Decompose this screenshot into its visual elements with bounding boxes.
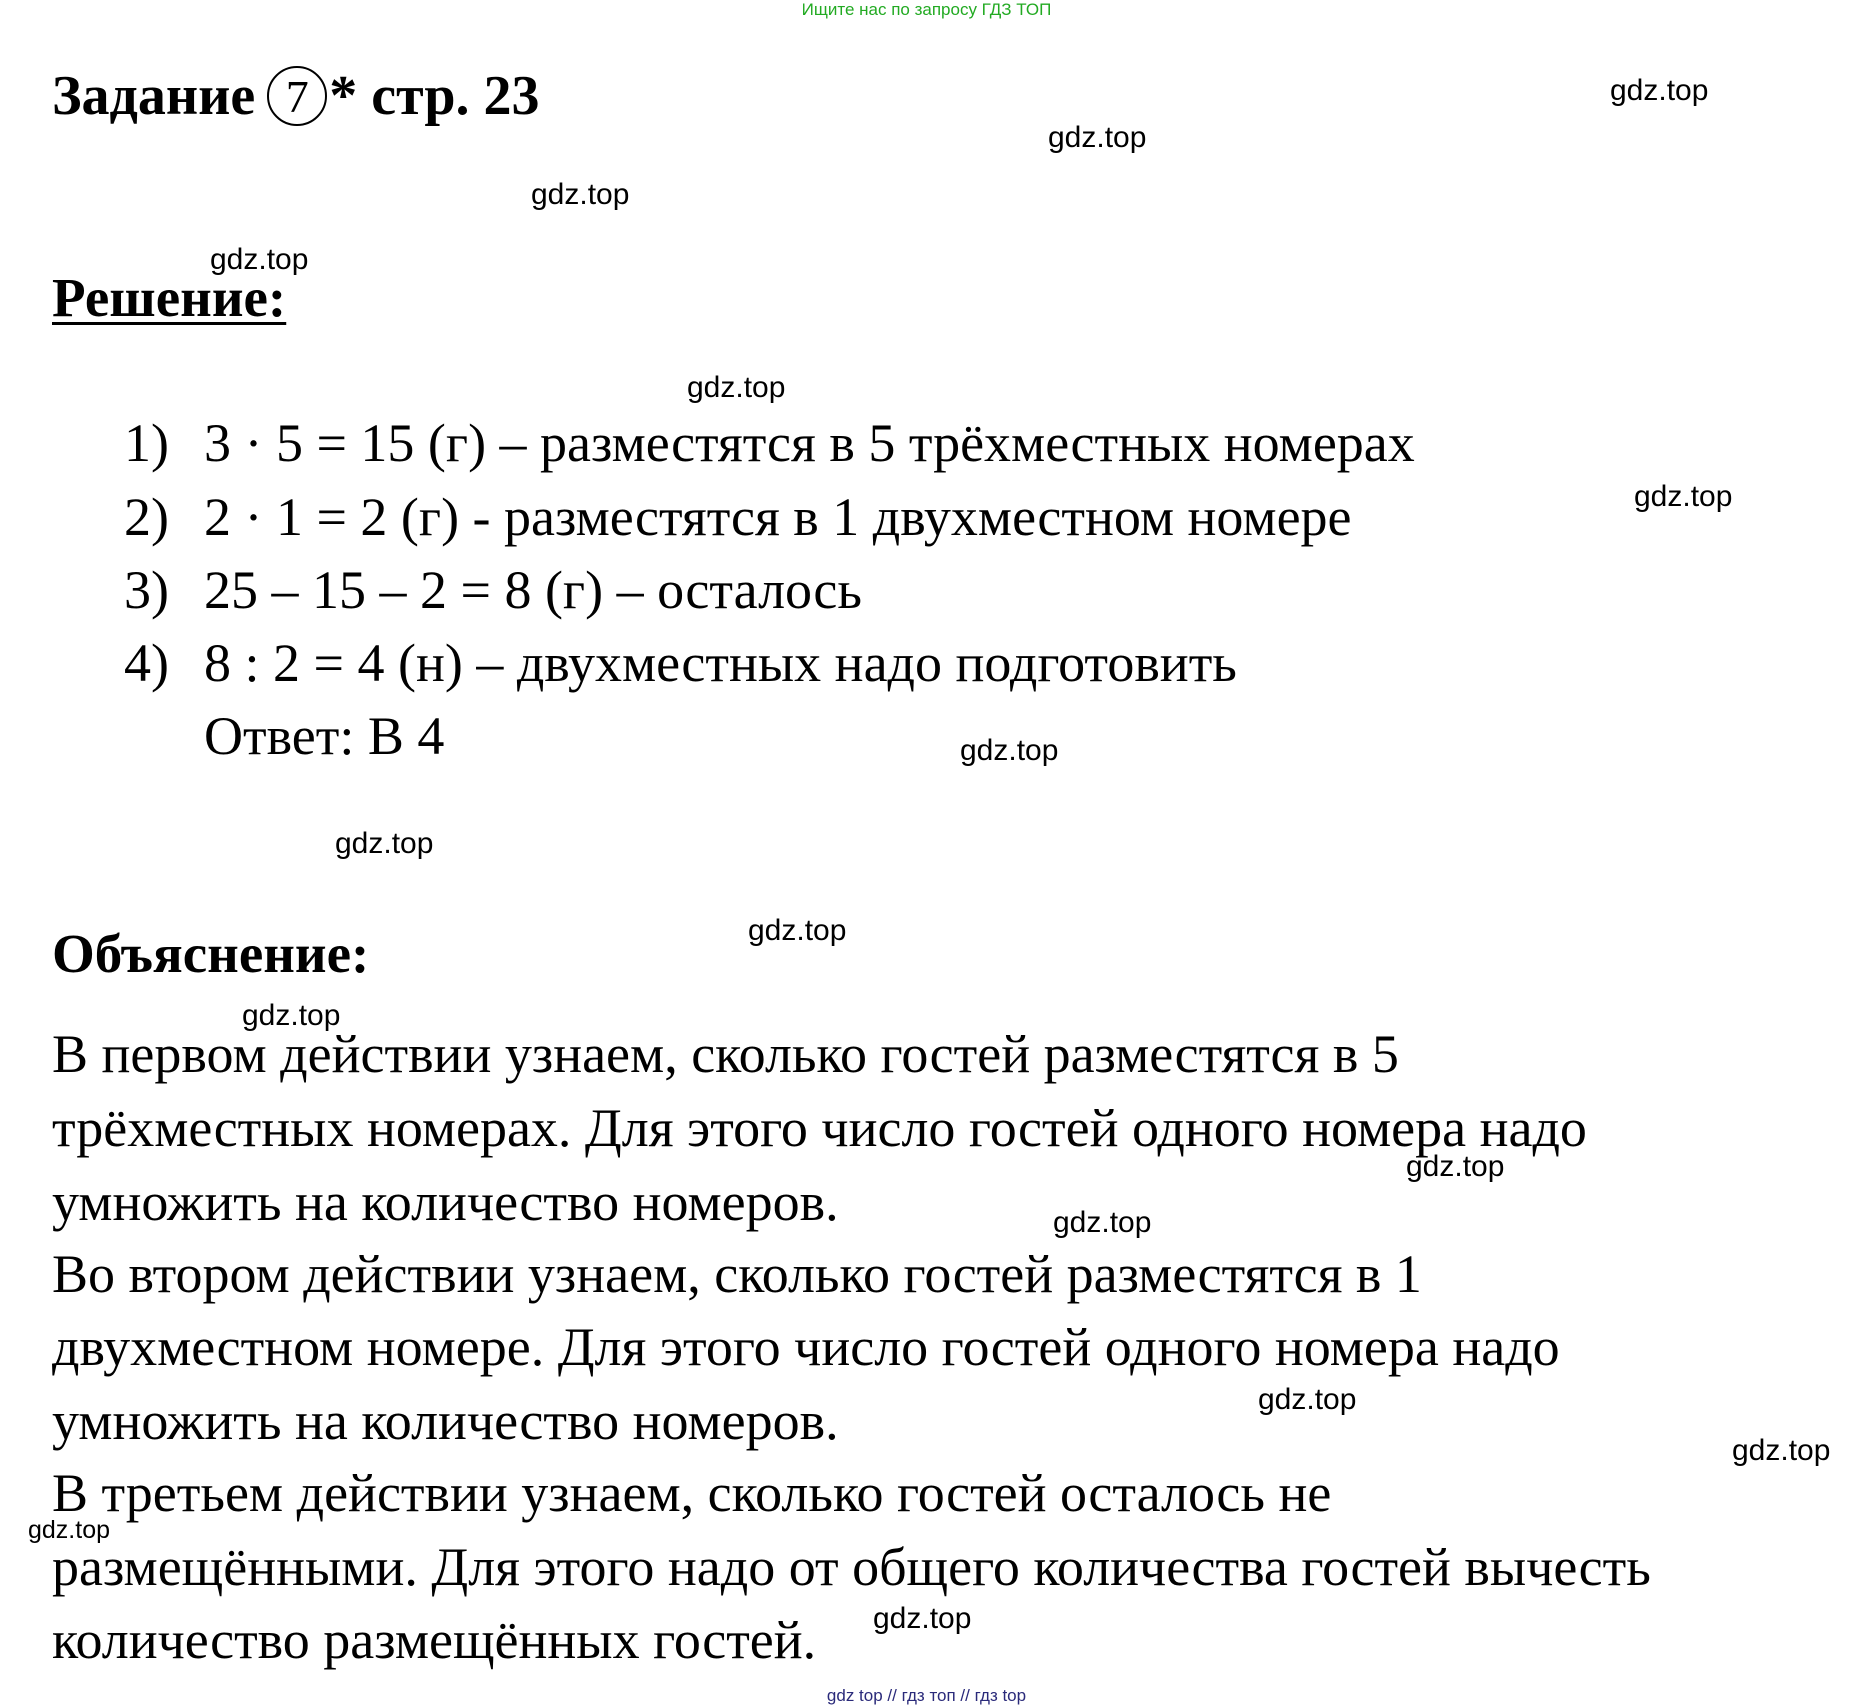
solution-step (124, 632, 1237, 694)
watermark: gdz.top (1732, 1434, 1831, 1467)
step-text: 25 – 15 – 2 = 8 (г) – осталось (204, 560, 862, 620)
solution-step (124, 486, 1352, 548)
watermark: gdz.top (1053, 1206, 1152, 1239)
footer-links: gdz top // гдз топ // гдз top (826, 1686, 1027, 1705)
watermark: gdz.top (1634, 480, 1733, 513)
explanation-line: В третьем действии узнаем, сколько гостей осталось не (52, 1463, 1332, 1523)
title-suffix: * стр. 23 (329, 65, 540, 127)
step-number: 4) (124, 633, 169, 693)
watermark: gdz.top (531, 178, 630, 211)
explanation-line: двухместном номере. Для этого число гостей одного номера надо (52, 1317, 1560, 1377)
explanation-heading: Объяснение: (52, 923, 370, 984)
watermark: gdz.top (242, 999, 341, 1032)
title-prefix: Задание (52, 65, 256, 127)
watermark: gdz.top (1610, 74, 1709, 107)
step-text: 3 · 5 = 15 (г) – разместятся в 5 трёхместных номерах (204, 413, 1415, 473)
explanation-line: трёхместных номерах. Для этого число гостей одного номера надо (52, 1098, 1587, 1158)
solution-heading: Решение: (52, 267, 287, 328)
watermark: gdz.top (1406, 1150, 1505, 1183)
solution-step (124, 412, 1415, 474)
watermark: gdz.top (1048, 121, 1147, 154)
explanation-line: умножить на количество номеров. (52, 1391, 839, 1451)
step-number: 1) (124, 413, 169, 473)
solution-step (124, 559, 862, 621)
answer: Ответ: В 4 (204, 706, 445, 766)
page-title (52, 64, 539, 128)
task-number-circle: 7 (267, 66, 327, 126)
watermark: gdz.top (960, 734, 1059, 767)
explanation-line: размещёнными. Для этого надо от общего количества гостей вычесть (52, 1537, 1651, 1597)
explanation-line: умножить на количество номеров. (52, 1172, 839, 1232)
watermark: gdz.top (28, 1516, 111, 1544)
explanation-line: В первом действии узнаем, сколько гостей разместятся в 5 (52, 1024, 1399, 1084)
top-banner: Ищите нас по запросу ГДЗ ТОП (801, 0, 1052, 19)
watermark: gdz.top (687, 371, 786, 404)
explanation-line: Во втором действии узнаем, сколько гостей разместятся в 1 (52, 1244, 1422, 1304)
step-text: 2 · 1 = 2 (г) - разместятся в 1 двухместном номере (204, 487, 1352, 547)
step-number: 3) (124, 560, 169, 620)
explanation-line: количество размещённых гостей. (52, 1610, 817, 1670)
step-text: 8 : 2 = 4 (н) – двухместных надо подготовить (204, 633, 1237, 693)
watermark: gdz.top (1258, 1383, 1357, 1416)
watermark: gdz.top (210, 243, 309, 276)
watermark: gdz.top (873, 1602, 972, 1635)
watermark: gdz.top (748, 914, 847, 947)
watermark: gdz.top (335, 827, 434, 860)
step-number: 2) (124, 487, 169, 547)
